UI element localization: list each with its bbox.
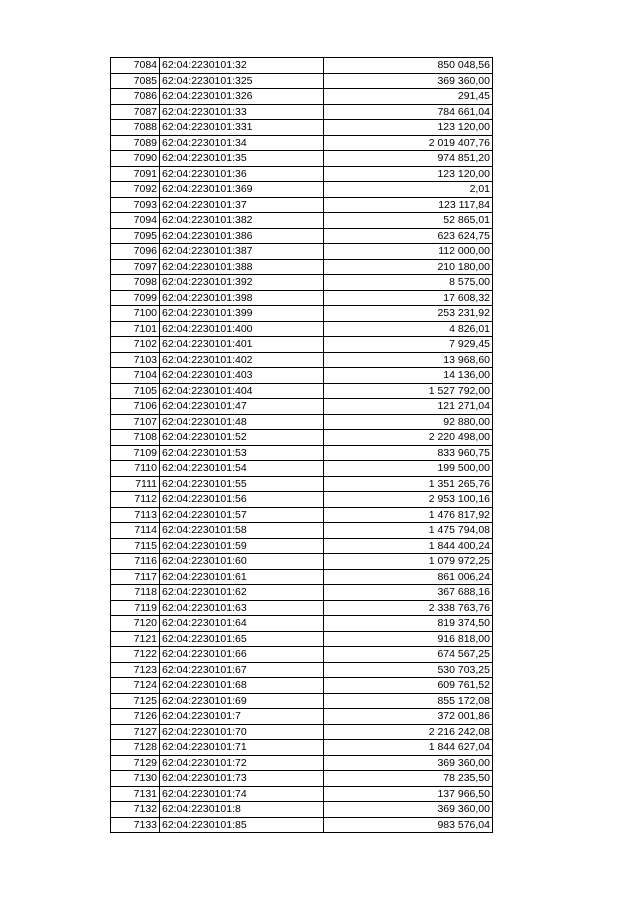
table-row	[111, 151, 493, 167]
cadastral-number-cell: 62:04:2230101:32	[160, 58, 324, 74]
cadastral-value-cell: 2,01	[324, 182, 493, 198]
table-row	[111, 771, 493, 787]
cadastral-value-cell: 369 360,00	[324, 755, 493, 771]
row-number-cell: 7100	[111, 306, 160, 322]
table-row	[111, 600, 493, 616]
cadastral-number-cell: 62:04:2230101:64	[160, 616, 324, 632]
row-number-cell: 7114	[111, 523, 160, 539]
table-row	[111, 662, 493, 678]
row-number-cell: 7085	[111, 73, 160, 89]
row-number-cell: 7110	[111, 461, 160, 477]
cadastral-value-cell: 1 844 400,24	[324, 538, 493, 554]
cadastral-number-cell: 62:04:2230101:67	[160, 662, 324, 678]
cadastral-number-cell: 62:04:2230101:392	[160, 275, 324, 291]
cadastral-value-cell: 137 966,50	[324, 786, 493, 802]
cadastral-number-cell: 62:04:2230101:72	[160, 755, 324, 771]
row-number-cell: 7105	[111, 383, 160, 399]
cadastral-number-cell: 62:04:2230101:33	[160, 104, 324, 120]
cadastral-number-cell: 62:04:2230101:63	[160, 600, 324, 616]
cadastral-number-cell: 62:04:2230101:52	[160, 430, 324, 446]
row-number-cell: 7092	[111, 182, 160, 198]
row-number-cell: 7087	[111, 104, 160, 120]
cadastral-number-cell: 62:04:2230101:401	[160, 337, 324, 353]
cadastral-number-cell: 62:04:2230101:403	[160, 368, 324, 384]
row-number-cell: 7124	[111, 678, 160, 694]
cadastral-value-cell: 2 953 100,16	[324, 492, 493, 508]
table-row	[111, 73, 493, 89]
table-row	[111, 616, 493, 632]
table-row	[111, 585, 493, 601]
table-row	[111, 104, 493, 120]
table-row	[111, 337, 493, 353]
cadastral-number-cell: 62:04:2230101:53	[160, 445, 324, 461]
table-row	[111, 89, 493, 105]
cadastral-number-cell: 62:04:2230101:325	[160, 73, 324, 89]
cadastral-value-cell: 674 567,25	[324, 647, 493, 663]
cadastral-number-cell: 62:04:2230101:386	[160, 228, 324, 244]
row-number-cell: 7109	[111, 445, 160, 461]
cadastral-value-cell: 1 527 792,00	[324, 383, 493, 399]
row-number-cell: 7131	[111, 786, 160, 802]
table-row	[111, 507, 493, 523]
cadastral-number-cell: 62:04:2230101:62	[160, 585, 324, 601]
cadastral-number-cell: 62:04:2230101:402	[160, 352, 324, 368]
row-number-cell: 7090	[111, 151, 160, 167]
cadastral-number-cell: 62:04:2230101:398	[160, 290, 324, 306]
row-number-cell: 7123	[111, 662, 160, 678]
row-number-cell: 7118	[111, 585, 160, 601]
table-row	[111, 306, 493, 322]
cadastral-number-cell: 62:04:2230101:331	[160, 120, 324, 136]
row-number-cell: 7113	[111, 507, 160, 523]
table-row	[111, 228, 493, 244]
row-number-cell: 7133	[111, 817, 160, 833]
row-number-cell: 7108	[111, 430, 160, 446]
cadastral-value-cell: 1 844 627,04	[324, 740, 493, 756]
table-row	[111, 709, 493, 725]
cadastral-value-cell: 850 048,56	[324, 58, 493, 74]
cadastral-number-cell: 62:04:2230101:369	[160, 182, 324, 198]
table-row	[111, 290, 493, 306]
table-row	[111, 58, 493, 74]
cadastral-value-cell: 7 929,45	[324, 337, 493, 353]
cadastral-number-cell: 62:04:2230101:54	[160, 461, 324, 477]
cadastral-number-cell: 62:04:2230101:399	[160, 306, 324, 322]
cadastral-number-cell: 62:04:2230101:60	[160, 554, 324, 570]
table-row	[111, 476, 493, 492]
row-number-cell: 7115	[111, 538, 160, 554]
row-number-cell: 7112	[111, 492, 160, 508]
row-number-cell: 7121	[111, 631, 160, 647]
row-number-cell: 7129	[111, 755, 160, 771]
cadastral-number-cell: 62:04:2230101:47	[160, 399, 324, 415]
cadastral-value-cell: 1 476 817,92	[324, 507, 493, 523]
row-number-cell: 7089	[111, 135, 160, 151]
cadastral-value-table	[110, 57, 493, 833]
cadastral-value-cell: 2 220 498,00	[324, 430, 493, 446]
cadastral-value-cell: 199 500,00	[324, 461, 493, 477]
cadastral-number-cell: 62:04:2230101:71	[160, 740, 324, 756]
table-row	[111, 120, 493, 136]
cadastral-number-cell: 62:04:2230101:74	[160, 786, 324, 802]
table-row	[111, 802, 493, 818]
cadastral-number-cell: 62:04:2230101:7	[160, 709, 324, 725]
cadastral-number-cell: 62:04:2230101:404	[160, 383, 324, 399]
table-row	[111, 523, 493, 539]
cadastral-value-cell: 1 079 972,25	[324, 554, 493, 570]
cadastral-value-cell: 4 826,01	[324, 321, 493, 337]
row-number-cell: 7122	[111, 647, 160, 663]
row-number-cell: 7127	[111, 724, 160, 740]
table-row	[111, 693, 493, 709]
cadastral-value-cell: 1 351 265,76	[324, 476, 493, 492]
row-number-cell: 7095	[111, 228, 160, 244]
table-row	[111, 213, 493, 229]
cadastral-number-cell: 62:04:2230101:73	[160, 771, 324, 787]
cadastral-number-cell: 62:04:2230101:59	[160, 538, 324, 554]
cadastral-value-cell: 123 120,00	[324, 120, 493, 136]
table-row	[111, 445, 493, 461]
cadastral-value-cell: 2 019 407,76	[324, 135, 493, 151]
cadastral-number-cell: 62:04:2230101:70	[160, 724, 324, 740]
row-number-cell: 7086	[111, 89, 160, 105]
cadastral-value-cell: 819 374,50	[324, 616, 493, 632]
row-number-cell: 7132	[111, 802, 160, 818]
row-number-cell: 7096	[111, 244, 160, 260]
cadastral-value-cell: 13 968,60	[324, 352, 493, 368]
row-number-cell: 7088	[111, 120, 160, 136]
table-row	[111, 352, 493, 368]
cadastral-value-cell: 861 006,24	[324, 569, 493, 585]
table-row	[111, 755, 493, 771]
cadastral-value-cell: 2 338 763,76	[324, 600, 493, 616]
table-row	[111, 275, 493, 291]
row-number-cell: 7091	[111, 166, 160, 182]
cadastral-value-cell: 8 575,00	[324, 275, 493, 291]
cadastral-number-cell: 62:04:2230101:37	[160, 197, 324, 213]
cadastral-number-cell: 62:04:2230101:326	[160, 89, 324, 105]
table-row	[111, 554, 493, 570]
cadastral-number-cell: 62:04:2230101:55	[160, 476, 324, 492]
table-row	[111, 786, 493, 802]
cadastral-value-cell: 78 235,50	[324, 771, 493, 787]
row-number-cell: 7117	[111, 569, 160, 585]
row-number-cell: 7098	[111, 275, 160, 291]
row-number-cell: 7107	[111, 414, 160, 430]
table-row	[111, 321, 493, 337]
cadastral-value-cell: 14 136,00	[324, 368, 493, 384]
cadastral-value-cell: 2 216 242,08	[324, 724, 493, 740]
cadastral-value-cell: 123 117,84	[324, 197, 493, 213]
cadastral-number-cell: 62:04:2230101:36	[160, 166, 324, 182]
table-row	[111, 244, 493, 260]
table-row	[111, 492, 493, 508]
cadastral-value-cell: 92 880,00	[324, 414, 493, 430]
table-row	[111, 569, 493, 585]
table-row	[111, 538, 493, 554]
cadastral-value-cell: 112 000,00	[324, 244, 493, 260]
cadastral-number-cell: 62:04:2230101:387	[160, 244, 324, 260]
row-number-cell: 7093	[111, 197, 160, 213]
table-row	[111, 197, 493, 213]
cadastral-value-cell: 17 608,32	[324, 290, 493, 306]
cadastral-value-cell: 974 851,20	[324, 151, 493, 167]
table-row	[111, 383, 493, 399]
cadastral-number-cell: 62:04:2230101:69	[160, 693, 324, 709]
cadastral-number-cell: 62:04:2230101:35	[160, 151, 324, 167]
cadastral-number-cell: 62:04:2230101:85	[160, 817, 324, 833]
cadastral-value-cell: 784 661,04	[324, 104, 493, 120]
cadastral-number-cell: 62:04:2230101:400	[160, 321, 324, 337]
row-number-cell: 7084	[111, 58, 160, 74]
cadastral-value-cell: 1 475 794,08	[324, 523, 493, 539]
cadastral-number-cell: 62:04:2230101:61	[160, 569, 324, 585]
cadastral-value-cell: 833 960,75	[324, 445, 493, 461]
table-row	[111, 678, 493, 694]
cadastral-value-cell: 623 624,75	[324, 228, 493, 244]
row-number-cell: 7104	[111, 368, 160, 384]
table-row	[111, 647, 493, 663]
row-number-cell: 7120	[111, 616, 160, 632]
cadastral-number-cell: 62:04:2230101:56	[160, 492, 324, 508]
cadastral-number-cell: 62:04:2230101:48	[160, 414, 324, 430]
row-number-cell: 7103	[111, 352, 160, 368]
cadastral-value-cell: 121 271,04	[324, 399, 493, 415]
cadastral-number-cell: 62:04:2230101:388	[160, 259, 324, 275]
cadastral-value-cell: 369 360,00	[324, 73, 493, 89]
row-number-cell: 7099	[111, 290, 160, 306]
cadastral-value-cell: 291,45	[324, 89, 493, 105]
cadastral-value-cell: 210 180,00	[324, 259, 493, 275]
cadastral-number-cell: 62:04:2230101:382	[160, 213, 324, 229]
cadastral-number-cell: 62:04:2230101:34	[160, 135, 324, 151]
table-row	[111, 817, 493, 833]
table-row	[111, 166, 493, 182]
cadastral-value-cell: 916 818,00	[324, 631, 493, 647]
table-row	[111, 182, 493, 198]
row-number-cell: 7111	[111, 476, 160, 492]
row-number-cell: 7106	[111, 399, 160, 415]
table-body	[111, 58, 493, 833]
row-number-cell: 7126	[111, 709, 160, 725]
table-row	[111, 259, 493, 275]
cadastral-number-cell: 62:04:2230101:57	[160, 507, 324, 523]
row-number-cell: 7116	[111, 554, 160, 570]
cadastral-value-cell: 530 703,25	[324, 662, 493, 678]
row-number-cell: 7094	[111, 213, 160, 229]
cadastral-value-cell: 372 001,86	[324, 709, 493, 725]
table-row	[111, 724, 493, 740]
row-number-cell: 7102	[111, 337, 160, 353]
row-number-cell: 7101	[111, 321, 160, 337]
table-row	[111, 740, 493, 756]
row-number-cell: 7128	[111, 740, 160, 756]
cadastral-number-cell: 62:04:2230101:8	[160, 802, 324, 818]
table-row	[111, 461, 493, 477]
cadastral-value-cell: 983 576,04	[324, 817, 493, 833]
cadastral-number-cell: 62:04:2230101:66	[160, 647, 324, 663]
cadastral-value-cell: 855 172,08	[324, 693, 493, 709]
row-number-cell: 7119	[111, 600, 160, 616]
cadastral-value-cell: 123 120,00	[324, 166, 493, 182]
cadastral-number-cell: 62:04:2230101:58	[160, 523, 324, 539]
table-row	[111, 135, 493, 151]
row-number-cell: 7130	[111, 771, 160, 787]
cadastral-value-cell: 369 360,00	[324, 802, 493, 818]
table-row	[111, 414, 493, 430]
table-row	[111, 399, 493, 415]
row-number-cell: 7125	[111, 693, 160, 709]
cadastral-value-cell: 609 761,52	[324, 678, 493, 694]
table-row	[111, 368, 493, 384]
table-row	[111, 631, 493, 647]
cadastral-value-cell: 367 688,16	[324, 585, 493, 601]
cadastral-value-cell: 52 865,01	[324, 213, 493, 229]
cadastral-number-cell: 62:04:2230101:65	[160, 631, 324, 647]
cadastral-number-cell: 62:04:2230101:68	[160, 678, 324, 694]
cadastral-value-cell: 253 231,92	[324, 306, 493, 322]
row-number-cell: 7097	[111, 259, 160, 275]
table-row	[111, 430, 493, 446]
